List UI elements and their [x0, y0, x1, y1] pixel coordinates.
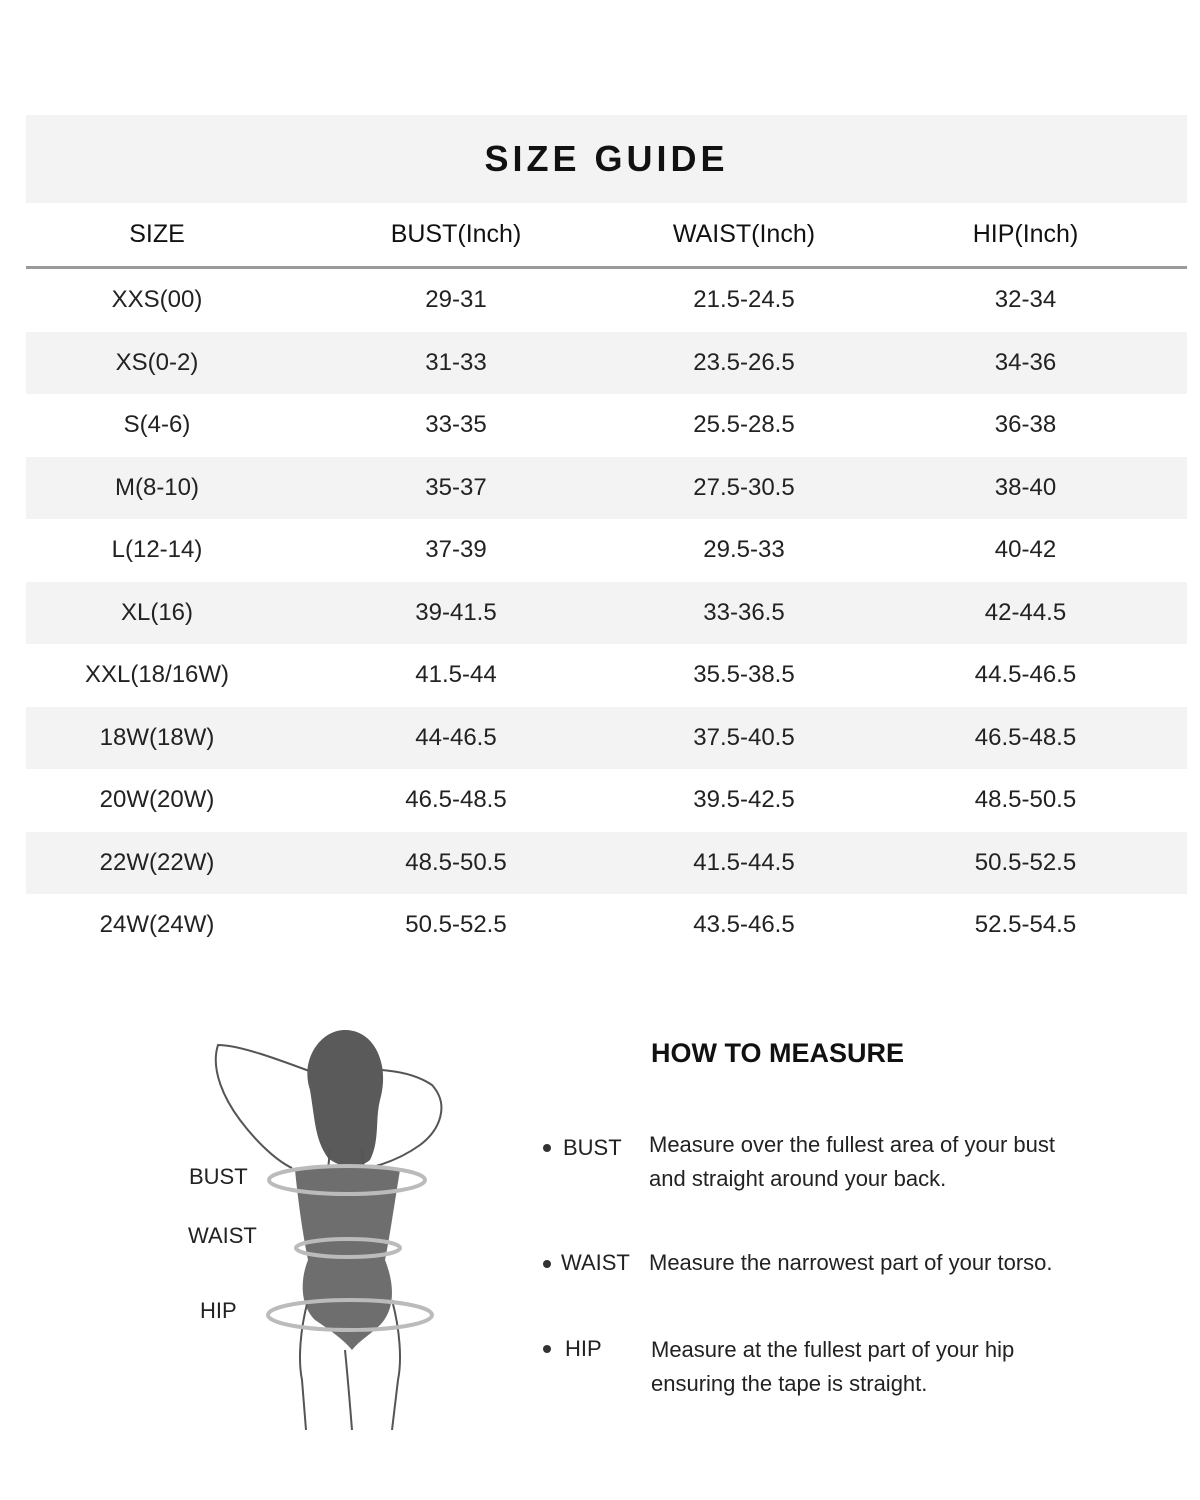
- bust-cell: 35-37: [425, 473, 487, 501]
- measure-item-hip: [543, 1333, 1103, 1403]
- size-cell: S(4-6): [123, 411, 191, 439]
- waist-cell: 43.5-46.5: [693, 911, 795, 939]
- title-bar: [26, 115, 1187, 203]
- waist-cell: 25.5-28.5: [693, 411, 795, 439]
- bust-cell: 48.5-50.5: [405, 848, 507, 876]
- size-guide-table: [26, 115, 1187, 957]
- description-line: Measure the narrowest part of your torso.: [649, 1250, 1053, 1275]
- table-row: [26, 519, 1187, 582]
- measure-item-description: [649, 1246, 1099, 1280]
- measure-item-label: WAIST: [561, 1250, 630, 1275]
- description-line: ensuring the tape is straight.: [651, 1371, 928, 1396]
- size-cell: XL(16): [120, 598, 194, 626]
- column-header-bust: BUST(Inch): [390, 220, 522, 248]
- hip-cell: 46.5-48.5: [974, 723, 1077, 751]
- table-row: [26, 832, 1187, 895]
- waist-cell: 27.5-30.5: [693, 473, 795, 501]
- hip-cell: 42-44.5: [984, 598, 1067, 626]
- size-cell: XXL(18/16W): [84, 661, 230, 689]
- measure-item-description: [651, 1333, 1101, 1401]
- figure-label-bust: BUST: [189, 1164, 248, 1189]
- hip-cell: 36-38: [994, 411, 1057, 439]
- measure-item-waist: [543, 1246, 1103, 1286]
- bust-cell: 50.5-52.5: [405, 911, 507, 939]
- figure-label-hip: HIP: [200, 1298, 237, 1323]
- measure-section: [0, 1000, 1200, 1440]
- hip-cell: 38-40: [994, 473, 1057, 501]
- description-line: Measure over the fullest area of your bust: [649, 1132, 1055, 1157]
- hip-cell: 44.5-46.5: [974, 661, 1077, 689]
- hip-cell: 48.5-50.5: [974, 786, 1077, 814]
- measure-item-description: [649, 1128, 1099, 1196]
- bust-cell: 37-39: [425, 536, 487, 564]
- table-body: [26, 269, 1187, 957]
- how-to-measure-title: HOW TO MEASURE: [651, 1038, 905, 1068]
- table-header: [26, 203, 1187, 269]
- table-row: [26, 894, 1187, 957]
- waist-cell: 29.5-33: [703, 536, 785, 564]
- hip-cell: 32-34: [994, 286, 1057, 314]
- table-row: [26, 269, 1187, 332]
- size-cell: 24W(24W): [99, 911, 215, 939]
- bullet-icon: [543, 1144, 551, 1152]
- bust-cell: 41.5-44: [415, 661, 497, 689]
- bust-cell: 31-33: [425, 348, 487, 376]
- hip-cell: 34-36: [994, 348, 1057, 376]
- size-cell: XXS(00): [111, 286, 203, 314]
- table-row: [26, 582, 1187, 645]
- hip-cell: 40-42: [994, 536, 1057, 564]
- waist-cell: 39.5-42.5: [693, 786, 795, 814]
- description-line: and straight around your back.: [649, 1166, 947, 1191]
- bust-cell: 46.5-48.5: [405, 786, 507, 814]
- bullet-icon: [543, 1345, 551, 1353]
- table-row: [26, 394, 1187, 457]
- bullet-icon: [543, 1260, 551, 1268]
- hip-cell: 52.5-54.5: [974, 911, 1077, 939]
- measure-item-label: BUST: [563, 1135, 622, 1160]
- bust-cell: 44-46.5: [415, 723, 497, 751]
- measure-item-bust: [543, 1128, 1103, 1198]
- column-header-size: SIZE: [129, 220, 185, 248]
- size-cell: 22W(22W): [99, 848, 215, 876]
- waist-cell: 23.5-26.5: [693, 348, 795, 376]
- waist-cell: 21.5-24.5: [693, 286, 795, 314]
- waist-cell: 37.5-40.5: [693, 723, 795, 751]
- page-title: SIZE GUIDE: [484, 138, 729, 179]
- table-row: [26, 707, 1187, 770]
- table-row: [26, 457, 1187, 520]
- table-row: [26, 769, 1187, 832]
- hip-cell: 50.5-52.5: [974, 848, 1077, 876]
- size-cell: M(8-10): [114, 473, 199, 501]
- table-row: [26, 332, 1187, 395]
- figure-label-waist: WAIST: [188, 1223, 257, 1248]
- table-row: [26, 644, 1187, 707]
- bust-cell: 39-41.5: [415, 598, 497, 626]
- waist-cell: 35.5-38.5: [693, 661, 795, 689]
- waist-cell: 41.5-44.5: [693, 848, 795, 876]
- measure-item-label: HIP: [565, 1336, 602, 1361]
- bust-cell: 33-35: [425, 411, 487, 439]
- size-cell: XS(0-2): [115, 348, 199, 376]
- column-header-hip: HIP(Inch): [972, 220, 1079, 248]
- waist-cell: 33-36.5: [703, 598, 785, 626]
- size-cell: 20W(20W): [99, 786, 215, 814]
- bust-cell: 29-31: [425, 286, 487, 314]
- size-cell: L(12-14): [111, 536, 203, 564]
- column-header-waist: WAIST(Inch): [672, 220, 816, 248]
- description-line: Measure at the fullest part of your hip: [651, 1337, 1015, 1362]
- size-cell: 18W(18W): [99, 723, 215, 751]
